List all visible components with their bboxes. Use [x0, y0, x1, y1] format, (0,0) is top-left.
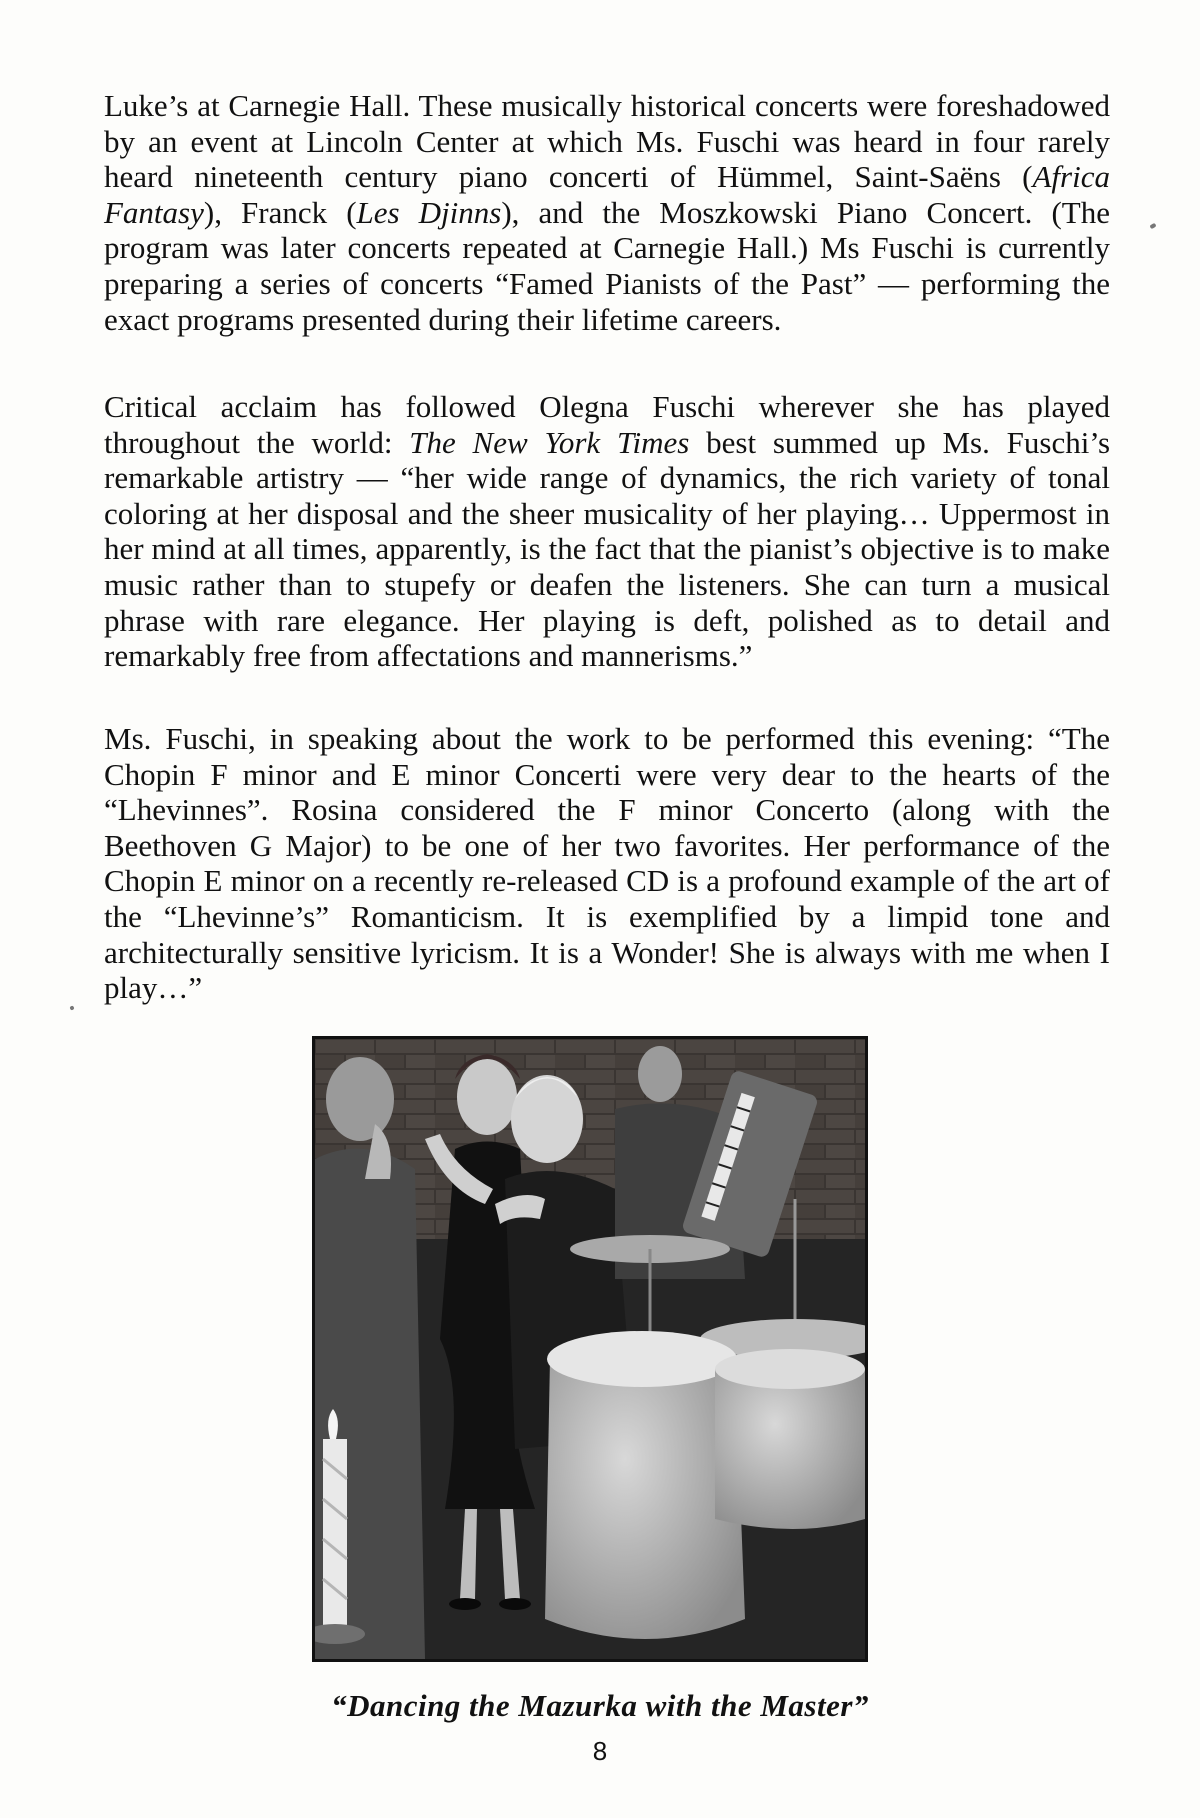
paragraph-3-segment: Ms. Fuschi, in speaking about the work to be performed this evening: “The Chopin F minor and E minor Concerti were very dear to the hearts of the “Lhevinnes”. Rosina considered the F minor Concerto (along with the Beethoven G Major) to be one of her two favorites. Her performance of the Chopin E minor on a recently re-released CD is a profound example of the art of the “Lhevinne’s” Romanticism. It is exemplified by a limpid tone and architecturally sensitive lyricism. It is a Wonder! She is always with me when I play…”	[104, 721, 1110, 1006]
paragraph-1-segment: Luke’s at Carnegie Hall. These musically historical concerts were foreshadowed by an event at Lincoln Center at which Ms. Fuschi was heard in four rarely heard nineteenth century piano concerti of Hümmel, Saint-Saëns (	[104, 88, 1110, 195]
paper-fleck	[69, 1005, 74, 1010]
paragraph-1-segment: ), Franck (	[203, 194, 357, 230]
photo-illustration	[315, 1039, 865, 1659]
paragraph-2-italic-title: The New York Times	[409, 424, 690, 460]
paragraph-1-italic-title: Les Djinns	[356, 194, 502, 230]
paper-fleck	[1149, 223, 1156, 229]
paragraph-1-segment: ), and the Moszkowski Piano Concert. (The program was later concerts repeated at Carnegie Hall.) Ms Fuschi is currently preparing a series of concerts “Famed Pianists of the Past” — performing the exact programs presented during their lifetime careers.	[104, 194, 1110, 337]
paragraph-2-segment: best summed up Ms. Fuschi’s remarkable artistry — “her wide range of dynamics, the rich variety of tonal coloring at her disposal and the sheer musicality of her playing… Uppermost in her mind at all times, apparently, is the fact that the pianist’s objective is to make music rather than to stupefy or deafen the listeners. She can turn a musical phrase with rare elegance. Her playing is deft, polished as to detail and remarkably free from affectations and mannerisms.”	[104, 424, 1111, 674]
page-number: 8	[592, 1736, 608, 1766]
paragraph-2	[104, 389, 1110, 674]
paragraph-2-segment: Critical acclaim has followed Olegna Fuschi wherever she has played throughout the world:	[104, 389, 1110, 460]
paragraph-1-italic-title: Africa Fantasy	[104, 159, 1110, 230]
paragraph-3	[104, 721, 1110, 1006]
photo-caption: “Dancing the Mazurka with the Master”	[331, 1688, 869, 1723]
paragraph-1	[104, 88, 1110, 337]
dancing-photo	[312, 1036, 868, 1662]
